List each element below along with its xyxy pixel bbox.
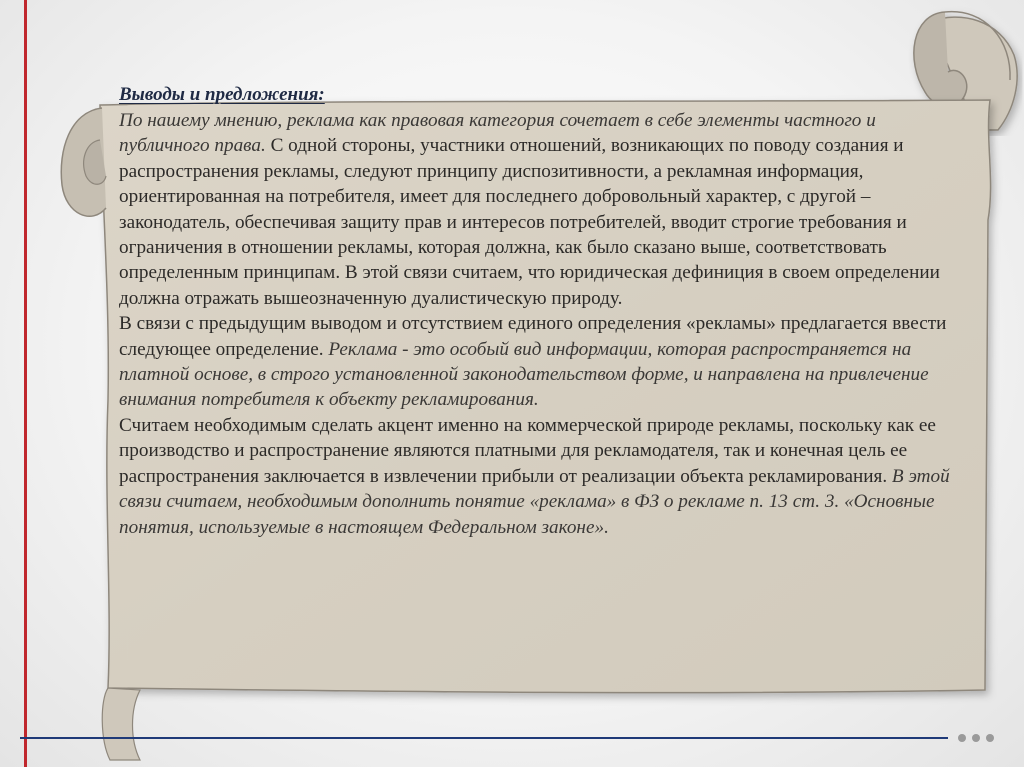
paragraph-2-italic: Реклама - это особый вид информации, которая распространяется на платной основе, в строго установленной законодательством форме, и направлена на привлечение внимания потребителя к объекту рекламирования. [119,338,929,411]
paragraph-1-italic: По нашему мнению, реклама как правовая категория сочетает в себе элементы частного и публичного права. [119,110,876,157]
paragraph-2 [119,311,959,413]
paragraph-3-italic: В этой связи считаем, необходимым дополнить понятие «реклама» в ФЗ о рекламе п. 13 ст. 3. «Основные понятия, используемые в настоящем Федеральном законе». [119,465,950,538]
paragraph-1 [119,108,959,311]
red-vertical-bar [24,0,27,767]
scroll-left-curl [61,108,106,216]
paragraph-2-regular: В связи с предыдущим выводом и отсутствием единого определения «рекламы» предлагается ввести следующее определение. [119,313,947,360]
line-end-dot [972,734,980,742]
paragraph-1-regular: С одной стороны, участники отношений, возникающих по поводу создания и распространения рекламы, следуют принципу диспозитивности, а рекламная информация, ориентированная на потребителя, имеет для последнего добровольный характер, с другой – законодатель, обеспечивая защиту прав и интересов потребителей, вводит строгие требования и ограничения в отношении рекламы, которая должна, как было сказано выше, соответствовать определенным принципам. В этой связи считаем, что юридическая дефиниция в своем определении должна отражать вышеозначенную дуалистическую природу. [119,135,940,309]
line-end-dot [986,734,994,742]
line-end-dot [958,734,966,742]
paragraph-3-regular: Считаем необходимым сделать акцент именно на коммерческой природе рекламы, поскольку как ее производство и распространение являются платными для рекламодателя, так и конечная цель ее распространения заключается в извлечении прибыли от реализации объекта рекламирования. [119,414,936,487]
slide-title: Выводы и предложения: [119,84,325,105]
slide-content [119,82,959,722]
paragraph-3 [119,413,959,540]
